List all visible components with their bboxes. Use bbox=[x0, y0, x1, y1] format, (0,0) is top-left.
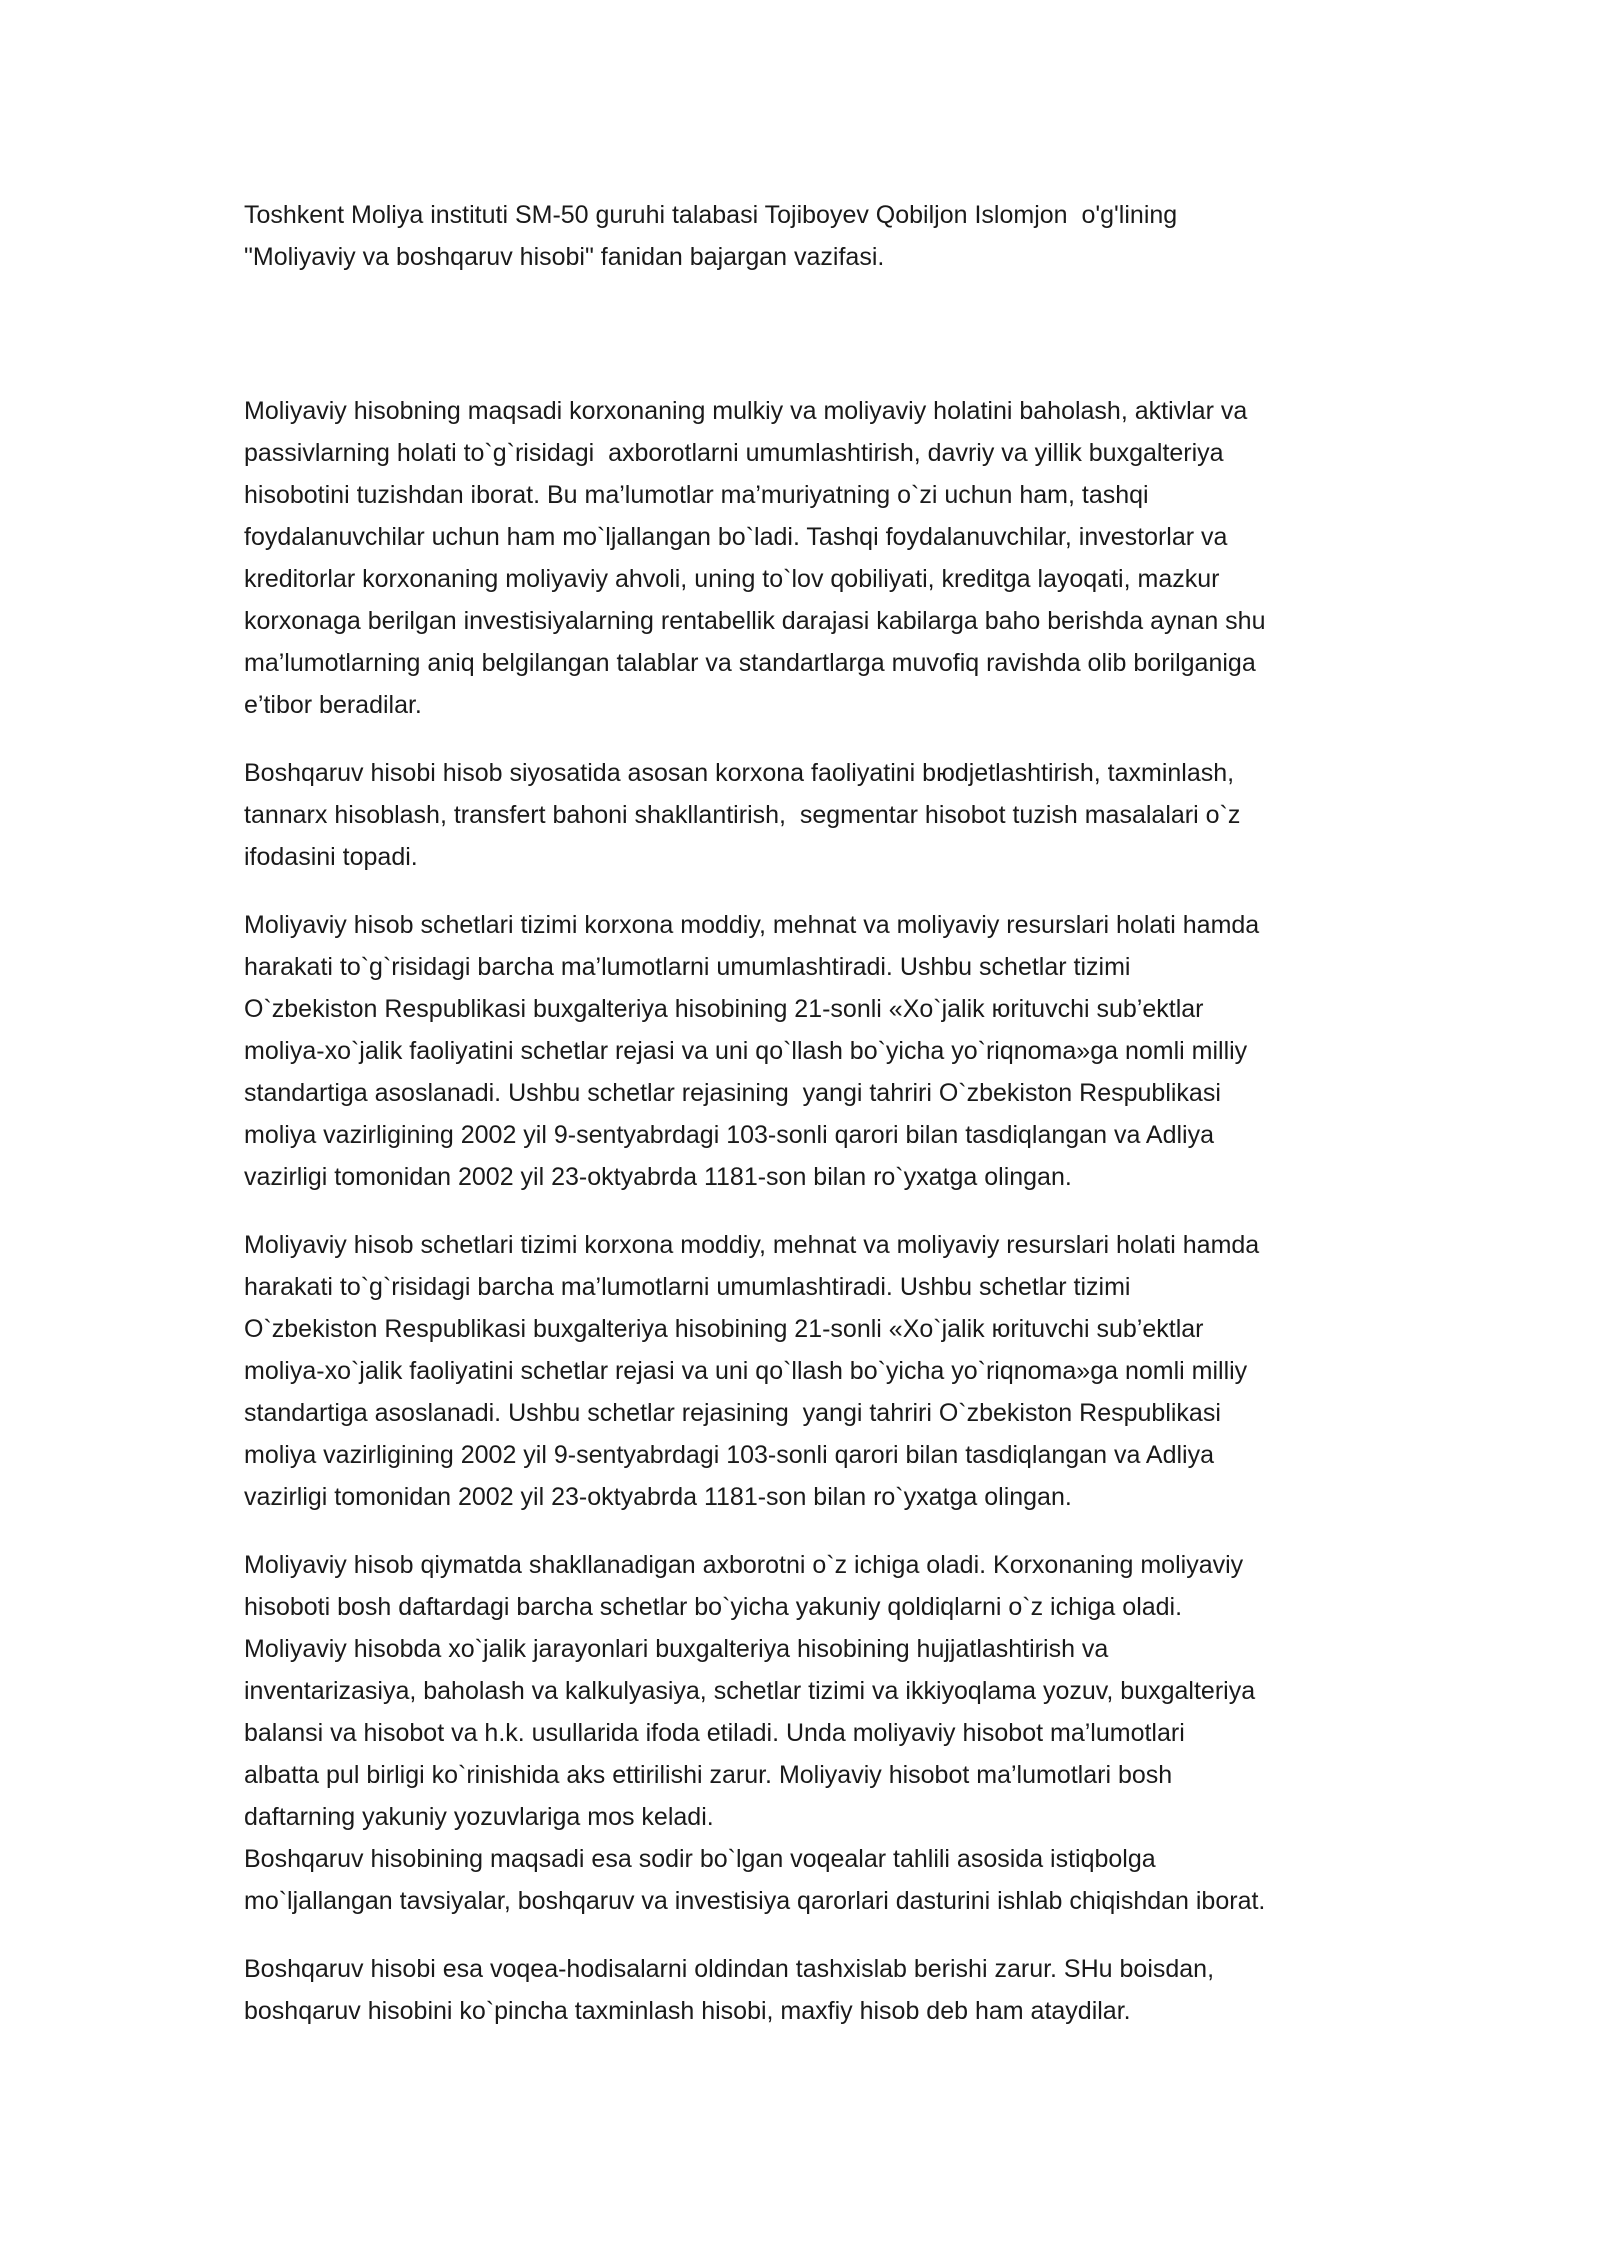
header-line: Toshkent Moliya instituti SM-50 guruhi talabasi Tojiboyev Qobiljon Islomjon o'g'lining bbox=[244, 201, 1178, 229]
paragraph-line: Moliyaviy hisob schetlari tizimi korxona moddiy, mehnat va moliyaviy resurslari holati hamda bbox=[244, 911, 1260, 939]
paragraph bbox=[244, 904, 1389, 1198]
paragraph bbox=[244, 390, 1389, 726]
paragraph-line: e’tibor beradilar. bbox=[244, 691, 422, 719]
paragraph-line: albatta pul birligi ko`rinishida aks ettirilishi zarur. Moliyaviy hisobot ma’lumotlari bosh bbox=[244, 1761, 1173, 1789]
paragraph-line: harakati to`g`risidagi barcha ma’lumotlarni umumlashtiradi. Ushbu schetlar tizimi bbox=[244, 953, 1131, 981]
paragraph-line: Moliyaviy hisob qiymatda shakllanadigan axborotni o`z ichiga oladi. Korxonaning moliyaviy bbox=[244, 1551, 1244, 1579]
paragraph-line: tannarx hisoblash, transfert bahoni shakllantirish, segmentar hisobot tuzish masalalari o`z bbox=[244, 801, 1241, 829]
paragraph-line: Boshqaruv hisobi hisob siyosatida asosan korxona faoliyatini bюdjetlashtirish, taxminlash, bbox=[244, 759, 1235, 787]
paragraph-line: korxonaga berilgan investisiyalarning rentabellik darajasi kabilarga baho berishda aynan shu bbox=[244, 607, 1266, 635]
paragraph-line: harakati to`g`risidagi barcha ma’lumotlarni umumlashtiradi. Ushbu schetlar tizimi bbox=[244, 1273, 1131, 1301]
header-line: "Moliyaviy va boshqaruv hisobi" fanidan bajargan vazifasi. bbox=[244, 243, 885, 271]
paragraph bbox=[244, 1224, 1389, 1518]
paragraph-line: moliya-xo`jalik faoliyatini schetlar rejasi va uni qo`llash bo`yicha yo`riqnoma»ga nomli milliy bbox=[244, 1037, 1248, 1065]
paragraph-line: Boshqaruv hisobining maqsadi esa sodir bo`lgan voqealar tahlili asosida istiqbolga bbox=[244, 1845, 1156, 1873]
paragraph-line: O`zbekiston Respublikasi buxgalteriya hisobining 21-sonli «Xo`jalik юrituvchi sub’ektlar bbox=[244, 1315, 1204, 1343]
paragraph-line: standartiga asoslanadi. Ushbu schetlar rejasining yangi tahriri O`zbekiston Respublikasi bbox=[244, 1399, 1221, 1427]
paragraph-line: mo`ljallangan tavsiyalar, boshqaruv va investisiya qarorlari dasturini ishlab chiqishdan iborat. bbox=[244, 1887, 1266, 1915]
document-body bbox=[244, 194, 1389, 2058]
paragraph bbox=[244, 752, 1389, 878]
paragraph-line: ifodasini topadi. bbox=[244, 843, 418, 871]
paragraph-line: inventarizasiya, baholash va kalkulyasiya, schetlar tizimi va ikkiyoqlama yozuv, buxgalteriya bbox=[244, 1677, 1256, 1705]
paragraph-line: vazirligi tomonidan 2002 yil 23-oktyabrda 1181-son bilan ro`yxatga olingan. bbox=[244, 1163, 1072, 1191]
paragraph-line: Moliyaviy hisobning maqsadi korxonaning mulkiy va moliyaviy holatini baholash, aktivlar va bbox=[244, 397, 1248, 425]
paragraph-line: ma’lumotlarning aniq belgilangan talablar va standartlarga muvofiq ravishda olib borilganiga bbox=[244, 649, 1256, 677]
paragraph bbox=[244, 1544, 1389, 1922]
paragraph-line: moliya-xo`jalik faoliyatini schetlar rejasi va uni qo`llash bo`yicha yo`riqnoma»ga nomli milliy bbox=[244, 1357, 1248, 1385]
paragraph-line: standartiga asoslanadi. Ushbu schetlar rejasining yangi tahriri O`zbekiston Respublikasi bbox=[244, 1079, 1221, 1107]
paragraph-line: hisoboti bosh daftardagi barcha schetlar bo`yicha yakuniy qoldiqlarni o`z ichiga oladi. bbox=[244, 1593, 1183, 1621]
paragraph-line: O`zbekiston Respublikasi buxgalteriya hisobining 21-sonli «Xo`jalik юrituvchi sub’ektlar bbox=[244, 995, 1204, 1023]
paragraph-line: balansi va hisobot va h.k. usullarida ifoda etiladi. Unda moliyaviy hisobot ma’lumotlari bbox=[244, 1719, 1185, 1747]
paragraph-line: foydalanuvchilar uchun ham mo`ljallangan bo`ladi. Tashqi foydalanuvchilar, investorlar va bbox=[244, 523, 1228, 551]
spacer bbox=[244, 278, 1389, 390]
paragraph-line: moliya vazirligining 2002 yil 9-sentyabrdagi 103-sonli qarori bilan tasdiqlangan va Adliya bbox=[244, 1441, 1215, 1469]
paragraph-line: moliya vazirligining 2002 yil 9-sentyabrdagi 103-sonli qarori bilan tasdiqlangan va Adliya bbox=[244, 1121, 1215, 1149]
paragraph-line: daftarning yakuniy yozuvlariga mos keladi. bbox=[244, 1803, 714, 1831]
paragraph-line: hisobotini tuzishdan iborat. Bu ma’lumotlar ma’muriyatning o`zi uchun ham, tashqi bbox=[244, 481, 1149, 509]
paragraph-line: kreditorlar korxonaning moliyaviy ahvoli, uning to`lov qobiliyati, kreditga layoqati, mazkur bbox=[244, 565, 1220, 593]
paragraph-line: Boshqaruv hisobi esa voqea-hodisalarni oldindan tashxislab berishi zarur. SHu boisdan, bbox=[244, 1955, 1215, 1983]
paragraph-line: passivlarning holati to`g`risidagi axborotlarni umumlashtirish, davriy va yillik buxgalteriya bbox=[244, 439, 1224, 467]
document-header bbox=[244, 194, 1389, 278]
paragraph-line: Moliyaviy hisobda xo`jalik jarayonlari buxgalteriya hisobining hujjatlashtirish va bbox=[244, 1635, 1109, 1663]
paragraph bbox=[244, 1948, 1389, 2032]
paragraph-line: vazirligi tomonidan 2002 yil 23-oktyabrda 1181-son bilan ro`yxatga olingan. bbox=[244, 1483, 1072, 1511]
paragraph-line: boshqaruv hisobini ko`pincha taxminlash hisobi, maxfiy hisob deb ham ataydilar. bbox=[244, 1997, 1131, 2025]
paragraph-line: Moliyaviy hisob schetlari tizimi korxona moddiy, mehnat va moliyaviy resurslari holati hamda bbox=[244, 1231, 1260, 1259]
